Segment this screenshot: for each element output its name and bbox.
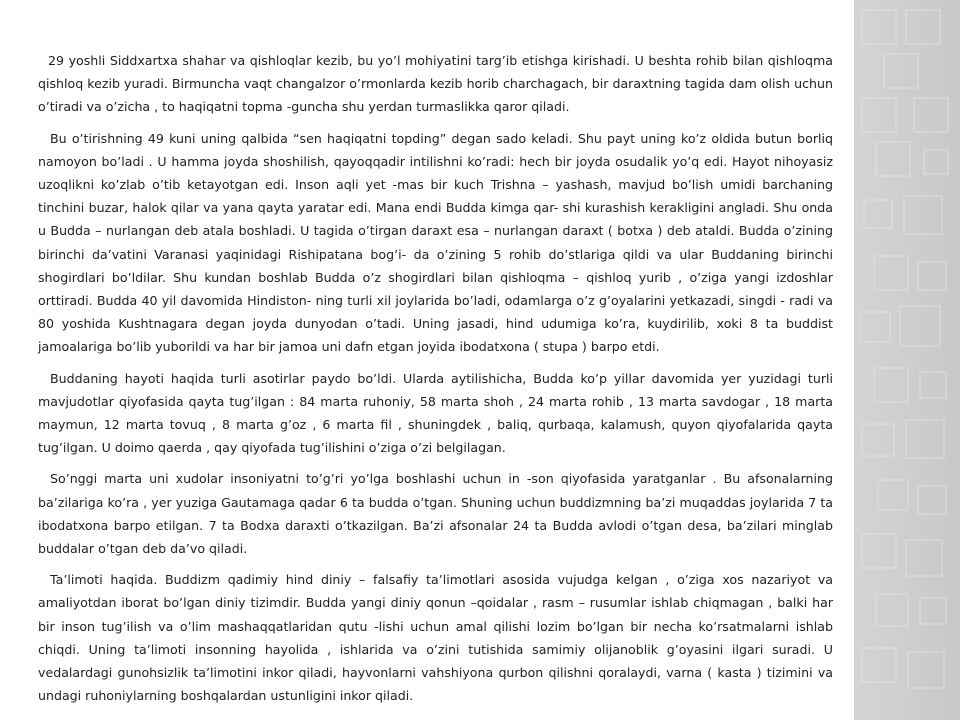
paragraph-3: Buddaning hayoti haqida turli asotirlar paydo bo’ldi. Ularda aytilishicha, Budda ko’p yillar davomida yer yuzidagi turli mavjudotlar qiyofasida qayta tug’ilgan : 84 marta ruhoniy, 58 marta shoh , 24 marta rohib , 13 marta savdogar , 18 marta maymun, 12 marta tovuq , 8 marta g’oz , 6 marta fil , shuningdek , baliq, qurbaqa, kalamush, quyon qiyofalarida qayta tug’ilgan. U doimo qaerda , qay qiyofada tug’ilishini o’ziga o’zi belgilagan. <box>38 370 833 456</box>
paragraph-1: 29 yoshli Siddxartxa shahar va qishloqlar kezib, bu yo’l mohiyatini targ’ib etishga kirishadi. U beshta rohib bilan qishloqma qishloq kezib yuradi. Birmuncha vaqt changalzor o’rmonlarda kezib horib charchagach, bir daraxtning tagida dam olish uchun o’tiradi va o’zicha , to haqiqatni topma -guncha shu yerdan turmaslikka qaror qiladi. <box>38 53 833 115</box>
side-band-pattern <box>854 0 960 720</box>
decorative-side-band <box>854 0 960 720</box>
paragraph-2: Bu o’tirishning 49 kuni uning qalbida “sen haqiqatni topding” degan sado keladi. Shu payt uning ko’z oldida butun borliq namoyon bo’ladi . U hamma joyda shoshilish, qayoqqadir intilishni ko’radi: hech bir joyda osudalik yo’q edi. Hayot nihoyasiz uzoqlikni ko’zlab o’tib ketayotgan edi. Inson aqli yet -mas bir kuch Trishna – yashash, mavjud bo’lish umidi barchaning tinchini buzar, halok qilar va yana qayta yaratar edi. Mana endi Budda kimga qar- shi kurashish kerakligini angladi. Shu onda u Budda – nurlangan deb atala boshladi. U tagida o’tirgan daraxt esa – nurlangan daraxt ( botxa ) deb ataldi. Budda o’zining birinchi da’vatini Varanasi yaqinidagi Rishipatana bog’i- da o’zining 5 rohib do’stlariga qildi va ular Buddaning birinchi shogirdlari bo’ldilar. Shu kundan boshlab Budda o’z shogirdlari bilan qishloqma – qishloq yurib , o’ziga yangi izdoshlar orttiradi. Budda 40 yil davomida Hindiston- ning turli xil joylarida bo’ladi, odamlarga o’z g’oyalarini yetkazadi, singdi - radi va 80 yoshida Kushtnagara degan joyda dunyodan o’tadi. Uning jasadi, hind udumiga ko’ra, kuydirilib, xoki 8 ta buddist jamoalariga bo’lib yuborildi va har bir jamoa uni dafn etgan joyida ibodatxona ( stupa ) barpo etdi. <box>38 130 833 355</box>
paragraph-4: So’nggi marta uni xudolar insoniyatni to’g’ri yo’lga boshlashi uchun in -son qiyofasida yaratganlar . Bu afsonalarning ba’zilariga ko’ra , yer yuziga Gautamaga qadar 6 ta budda o’tgan. Shuning uchun buddizmning ba’zi muqaddas joylarida 7 ta ibodatxona barpo etilgan. 7 ta Bodxa daraxti o’tkazilgan. Ba’zi afsonalar 24 ta Budda avlodi o’tgan desa, ba’zilari minglab buddalar o’tgan deb da’vo qiladi. <box>38 471 833 557</box>
paragraph-5: Ta’limoti haqida. Buddizm qadimiy hind diniy – falsafiy ta’limotlari asosida vujudga kelgan , o’ziga xos nazariyot va amaliyotdan iborat bo’lgan diniy tizimdir. Budda yangi diniy qonun –qoidalar , rasm – rusumlar ishlab chiqmagan , balki har bir inson tug’ilish va o’lim mashaqqatlaridan qutu -lishi uchun amal qilishi lozim bo’lgan bir necha ko’rsatmalarni ishlab chiqdi. Uning ta’limoti insonning hayolida , ishlarida va o’zini tutishida samimiy olijanoblik g’oyasini ilgari suradi. U vedalardagi gunohsizlik ta’limotini inkor qiladi, hayvonlarni vahshiyona qurbon qilishni qoralaydi, varna ( kasta ) tizimini va undagi ruhoniylarning boshqalardan ustunligini inkor qiladi. <box>38 572 833 704</box>
document-body <box>38 49 833 715</box>
